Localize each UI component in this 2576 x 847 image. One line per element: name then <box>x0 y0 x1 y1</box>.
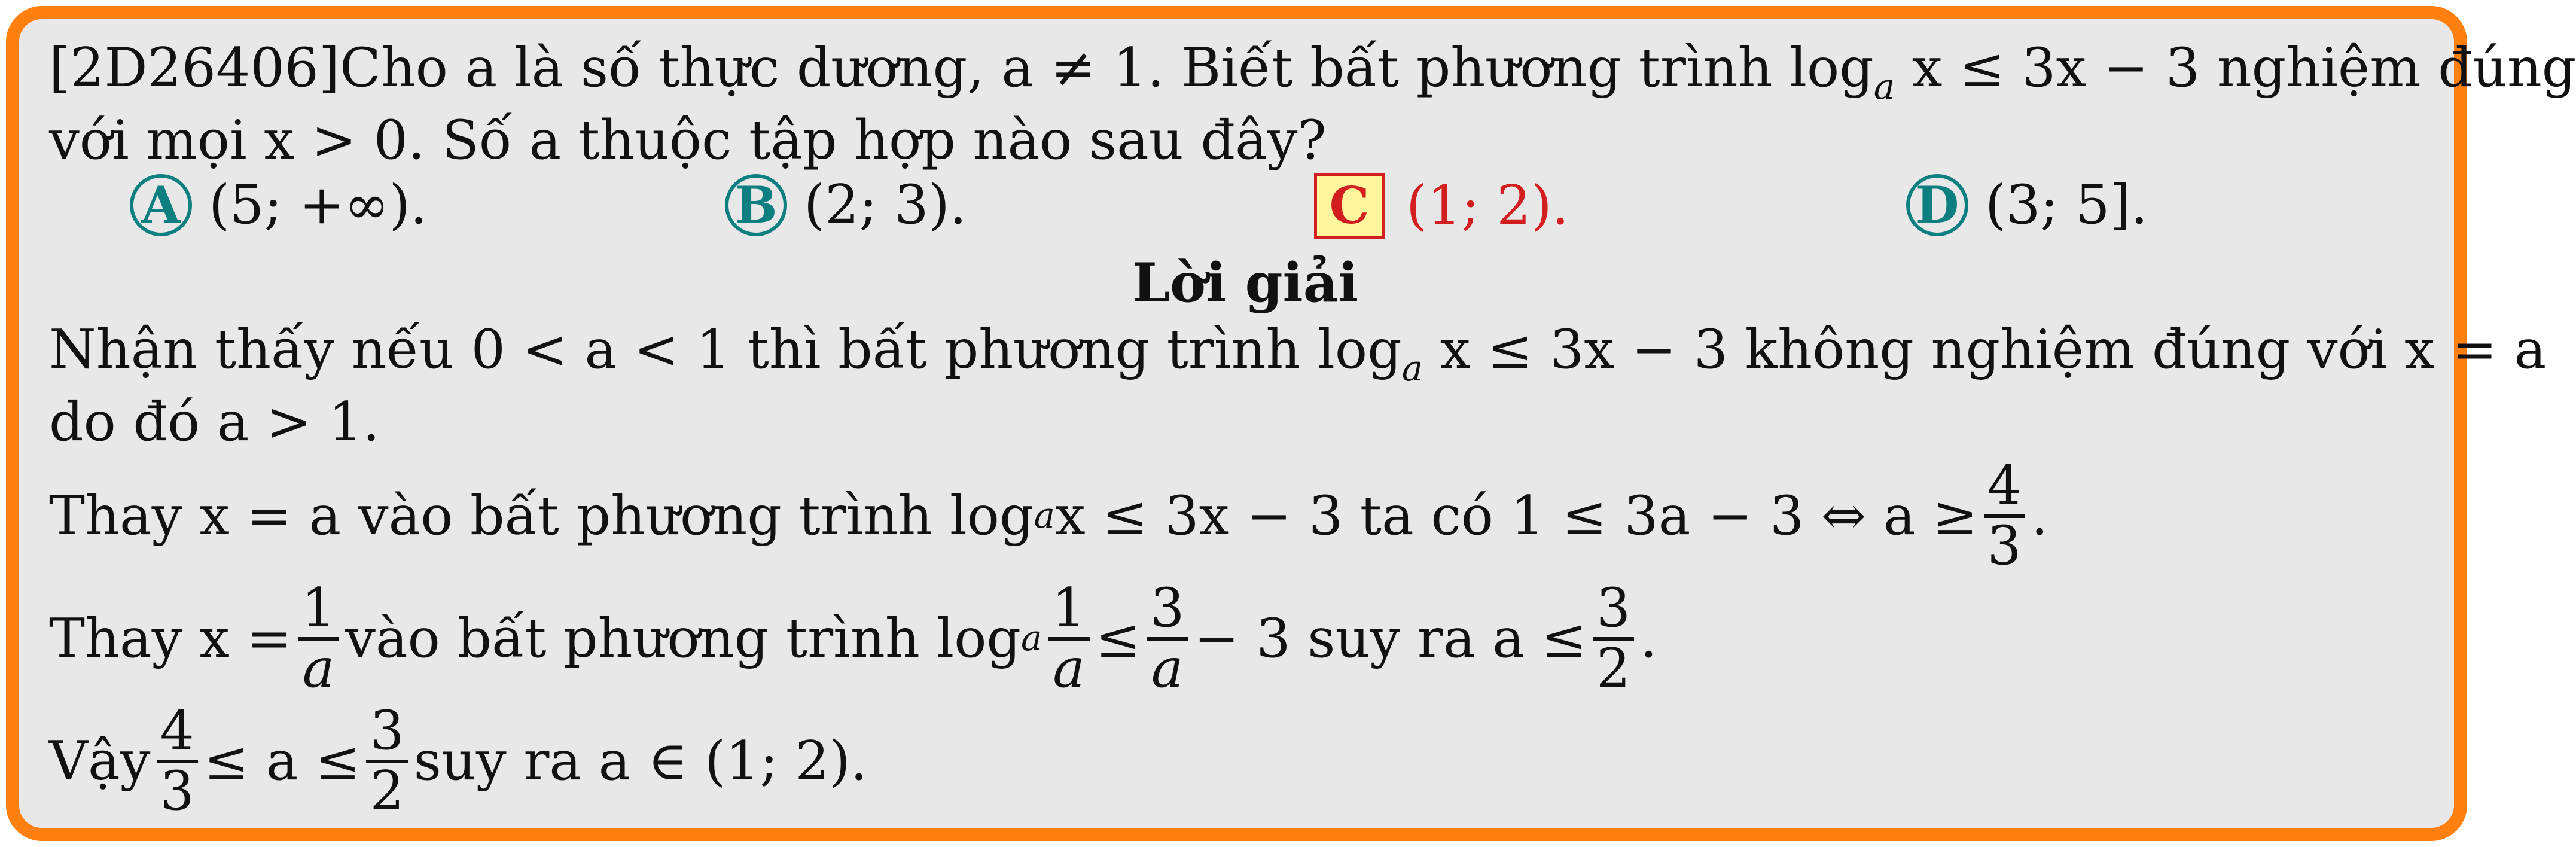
fraction-numerator: 1 <box>1051 577 1086 640</box>
fraction-numerator: 3 <box>1150 577 1185 640</box>
problem-text-1: Cho a là số thực dương, a ≠ 1. Biết bất phương trình log <box>339 36 1874 99</box>
fraction-denominator: a <box>298 637 339 697</box>
solution-line-3 <box>49 455 2441 577</box>
fraction <box>298 577 339 700</box>
choice-c-badge-correct: C <box>1314 173 1385 239</box>
problem-code: [2D26406] <box>49 36 340 99</box>
fraction-numerator: 4 <box>1987 454 2022 517</box>
fraction-denominator: 3 <box>157 760 198 820</box>
choice-d[interactable] <box>1906 173 2148 237</box>
fraction <box>1984 454 2025 577</box>
fraction-numerator: 1 <box>301 577 336 640</box>
fraction-numerator: 3 <box>370 699 404 763</box>
log-base: a <box>1873 66 1895 108</box>
solution-text: x ≤ 3x − 3 ta có 1 ≤ 3a − 3 ⇔ a ≥ <box>1055 484 1978 547</box>
solution-line-4 <box>49 577 2441 700</box>
fraction-numerator: 4 <box>160 699 194 763</box>
choice-d-badge: D <box>1906 174 1968 236</box>
choice-d-value: (3; 5]. <box>1985 173 2148 237</box>
solution-line-5 <box>49 700 2441 822</box>
solution-text: Thay x = a vào bất phương trình log <box>49 484 1034 547</box>
problem-line-2: với mọi x > 0. Số a thuộc tập hợp nào sau đây? <box>49 109 1327 172</box>
solution-line-2: do đó a > 1. <box>49 391 380 454</box>
choice-c[interactable] <box>1314 173 1569 239</box>
fraction-denominator: 2 <box>366 760 407 820</box>
choice-a-badge: A <box>130 174 192 236</box>
fraction <box>157 699 198 822</box>
log-base: a <box>1401 348 1423 389</box>
fraction-denominator: a <box>1048 637 1089 697</box>
solution-text: ≤ <box>1095 607 1141 670</box>
problem-text-1-tail: x ≤ 3x − 3 nghiệm đúng <box>1895 36 2576 99</box>
choice-b[interactable] <box>725 173 967 237</box>
fraction-numerator: 3 <box>1596 577 1631 640</box>
solution-text: Thay x = <box>49 607 292 670</box>
fraction <box>1048 577 1089 700</box>
answer-choices <box>49 173 2441 245</box>
choice-c-value: (1; 2). <box>1406 174 1569 237</box>
solution-text: x ≤ 3x − 3 không nghiệm đúng với x = a <box>1423 318 2547 382</box>
solution-text: ≤ a ≤ <box>203 729 361 793</box>
fraction <box>366 699 407 822</box>
solution-text: Nhận thấy nếu 0 < a < 1 thì bất phương trình log <box>49 318 1402 382</box>
choice-b-badge: B <box>725 174 787 236</box>
log-base: a <box>1021 617 1042 659</box>
fraction-denominator: 2 <box>1593 637 1634 697</box>
fraction-denominator: a <box>1147 637 1188 697</box>
problem-line-1 <box>49 36 2576 108</box>
solution-text: − 3 suy ra a ≤ <box>1194 607 1587 670</box>
solution-heading: Lời giải <box>1132 251 1359 315</box>
question-content <box>49 36 2576 822</box>
period: . <box>1640 607 1657 670</box>
choice-a-value: (5; +∞). <box>209 173 428 237</box>
choice-b-value: (2; 3). <box>804 173 967 237</box>
fraction <box>1593 577 1634 700</box>
question-card <box>6 6 2576 841</box>
choice-a[interactable] <box>130 173 427 237</box>
solution-text: suy ra a ∈ (1; 2). <box>413 729 868 793</box>
fraction-denominator: 3 <box>1984 514 2025 575</box>
log-base: a <box>1034 495 1056 537</box>
solution-text: vào bất phương trình log <box>345 607 1021 670</box>
solution-line-1 <box>49 318 2547 390</box>
period: . <box>2031 484 2048 547</box>
fraction <box>1147 577 1188 700</box>
solution-text: Vậy <box>49 729 151 793</box>
